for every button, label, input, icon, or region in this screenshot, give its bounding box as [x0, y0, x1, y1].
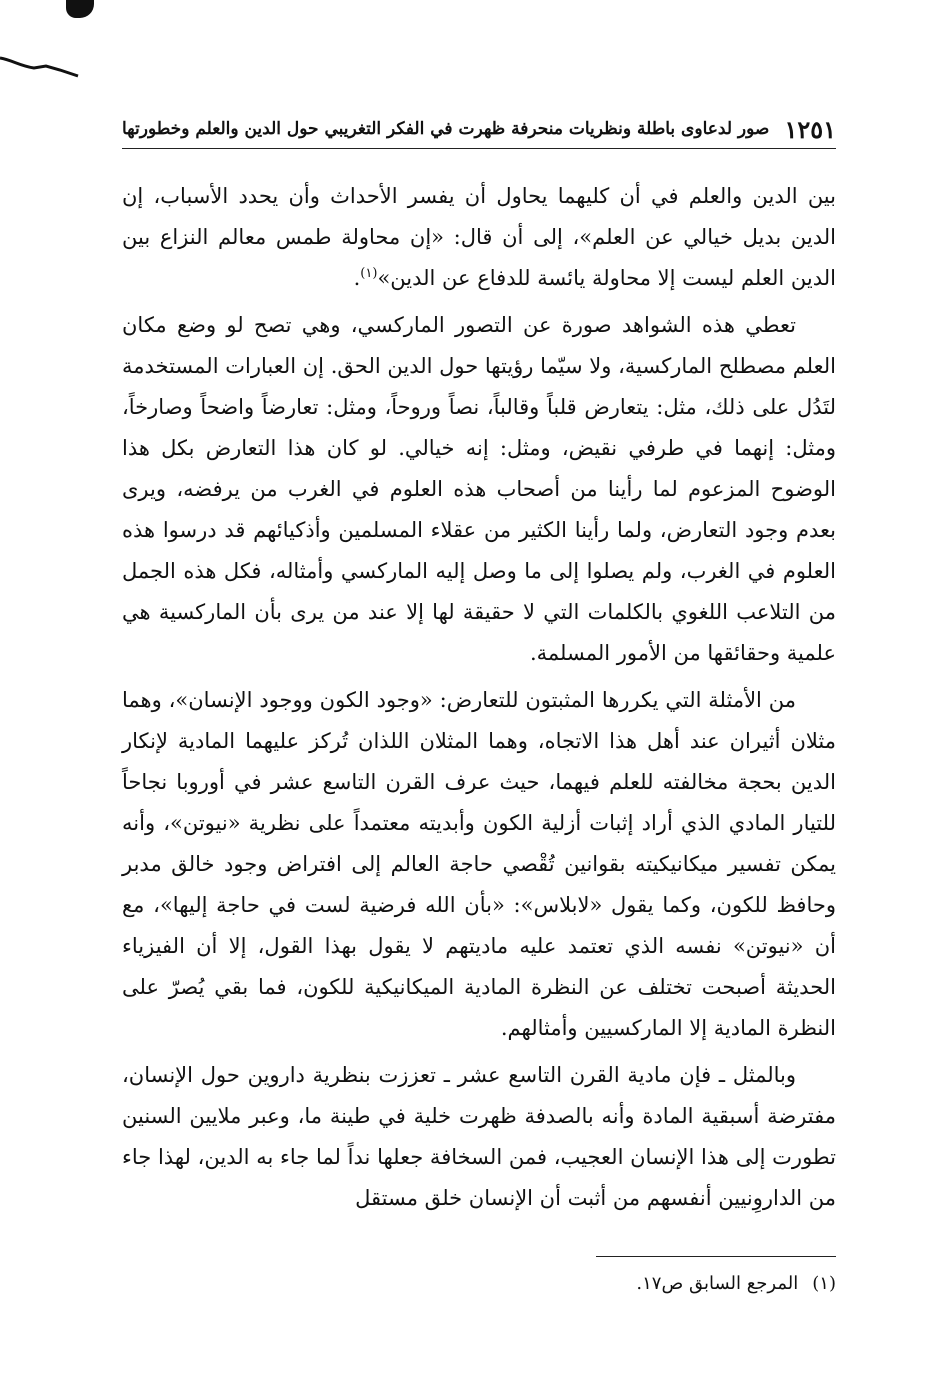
page-header [122, 110, 836, 149]
paragraph-3: من الأمثلة التي يكررها المثبتون للتعارض: «وجود الكون ووجود الإنسان»، وهما مثلان أثيران عند أهل هذا الاتجاه، وهما المثلان اللذان تُركز عليهما المادية لإنكار الدين بحجة مخالفته للعلم فيهما، حيث عرف القرن التاسع عشر في أوروبا نجاحاً للتيار المادي الذي أراد إثبات أزلية الكون وأبديته معتمداً على نظرية «نيوتن»، وأنه يمكن تفسير ميكانيكيته بقوانين تُقْصي حاجة العالم إلى افتراض وجود خالق مدبر وحافظ للكون، وكما يقول «لابلاس»: «بأن الله فرضية لست في حاجة إليها»، مع أن «نيوتن» نفسه الذي تعتمد عليه ماديتهم لا يقول بهذا القول، إلا أن الفيزياء الحديثة أصبحت تختلف عن النظرة المادية الميكانيكية للكون، فما بقي يُصرّ على النظرة المادية إلا الماركسيين وأمثالهم. [122, 688, 836, 1040]
footnote-reference[interactable]: (١) [360, 266, 378, 281]
scan-artifact [66, 0, 94, 18]
running-title: صور لدعاوى باطلة ونظريات منحرفة ظهرت في الفكر التغريبي حول الدين والعلم وخطورتها [122, 119, 770, 139]
paragraph-1-text: بين الدين والعلم في أن كليهما يحاول أن يفسر الأحداث وأن يحدد الأسباب، إن الدين بديل خيالي عن العلم»، إلى أن قال: «إن محاولة طمس معالم النزاع بين الدين العلم ليست إلا محاولة يائسة للدفاع عن الدين» [122, 184, 836, 290]
body-text [122, 176, 836, 1225]
footnote-text: المرجع السابق ص١٧. [636, 1273, 799, 1294]
paragraph-2: تعطي هذه الشواهد صورة عن التصور الماركسي، وهي تصح لو وضع مكان العلم مصطلح الماركسية، ولا سيّما رؤيتها حول الدين الحق. إن العبارات المستخدمة لتَدُل على ذلك، مثل: يتعارض قلباً وقالباً، نصاً وروحاً، ومثل: تعارضاً واضحاً وصارخاً، ومثل: إنهما في طرفي نقيض، ومثل: إنه خيالي. لو كان هذا التعارض بكل هذا الوضوح المزعوم لما رأينا من أصحاب هذه العلوم في الغرب من يرفضه، ويرى بعدم وجود التعارض، ولما رأينا الكثير من عقلاء المسلمين وأذكيائهم قد درسوا هذه العلوم في الغرب، ولم يصلوا إلى ما وصل إليه الماركسي وأمثاله، فكل هذه الجمل من التلاعب اللغوي بالكلمات التي لا حقيقة لها إلا عند من يرى بأن الماركسية هي علمية وحقائقها من الأمور المسلمة. [122, 313, 836, 665]
paragraph-1-end: . [353, 266, 361, 290]
scan-artifact-stroke [0, 50, 80, 80]
page-number: ١٢٥١ [784, 114, 836, 144]
paragraph-4: وبالمثل ـ فإن مادية القرن التاسع عشر ـ تعززت بنظرية داروين حول الإنسان، مفترضة أسبقية المادة وأنه بالصدفة ظهرت خلية في طينة ما، وعبر ملايين السنين تطورت إلى هذا الإنسان العجيب، فمن السخافة جعلها نداً لما جاء به الدين، لهذا جاء من الداروِنيين أنفسهم من أثبت أن الإنسان خلق مستقل [122, 1063, 836, 1210]
footnote-divider [596, 1256, 836, 1257]
footnote [122, 1268, 836, 1300]
paragraph-1 [122, 176, 836, 299]
footnote-label: (١) [812, 1273, 836, 1294]
